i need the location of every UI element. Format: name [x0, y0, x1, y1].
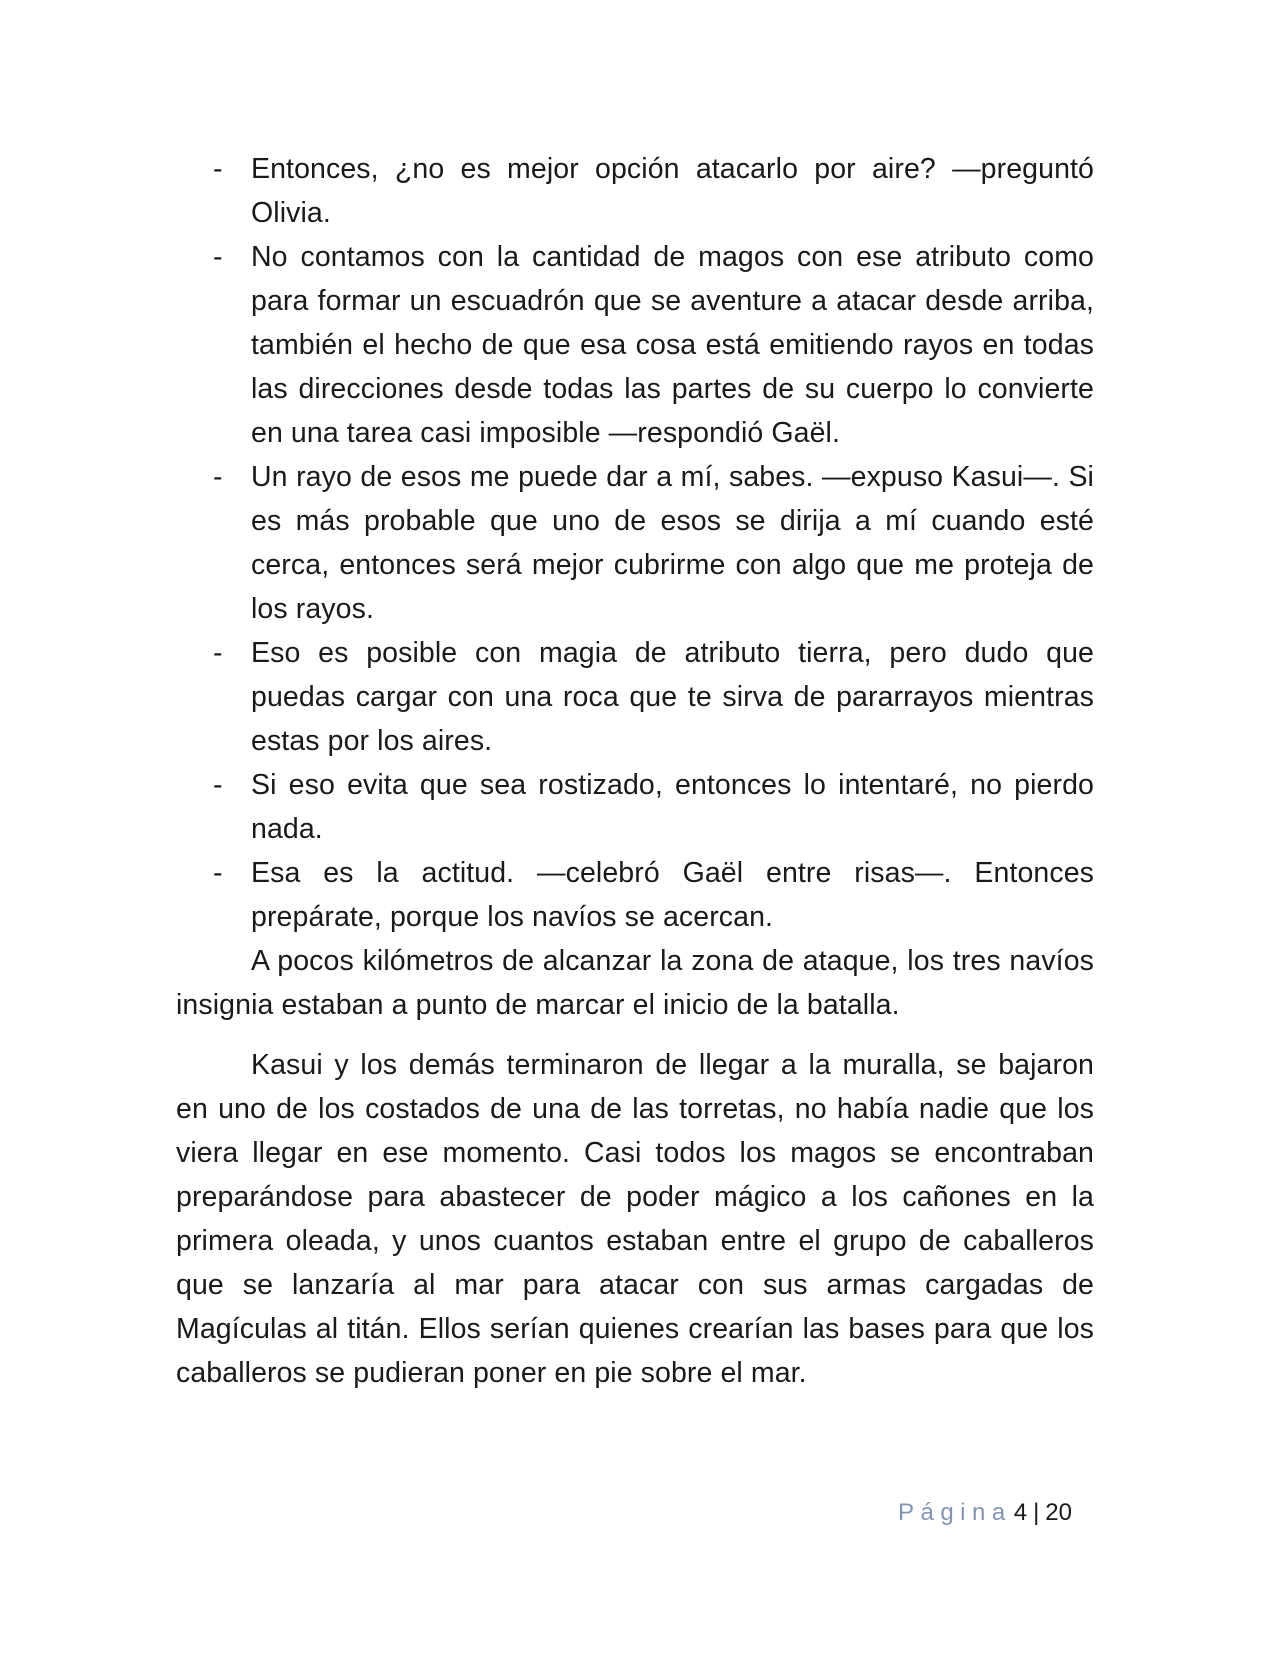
page-total: 20 — [1045, 1499, 1072, 1526]
dialogue-line — [176, 851, 1094, 939]
dialogue-text: Si eso evita que sea rostizado, entonces lo intentaré, no pierdo nada. — [251, 769, 1094, 845]
page-footer — [0, 1497, 1072, 1529]
dialogue-text: Entonces, ¿no es mejor opción atacarlo por aire? —preguntó Olivia. — [251, 153, 1094, 229]
dialogue-dash: - — [213, 857, 223, 889]
dialogue-text: No contamos con la cantidad de magos con ese atributo como para formar un escuadrón que se aventure a atacar desde arriba, también el hecho de que esa cosa está emitiendo rayos en todas las direcciones desde todas las partes de su cuerpo lo convierte en una tarea casi imposible —respondió Gaël. — [251, 241, 1094, 449]
dialogue-text: Un rayo de esos me puede dar a mí, sabes. —expuso Kasui—. Si es más probable que uno de esos se dirija a mí cuando esté cerca, entonces será mejor cubrirme con algo que me proteja de los rayos. — [251, 461, 1094, 625]
dialogue-line — [176, 455, 1094, 631]
dialogue-text: Eso es posible con magia de atributo tierra, pero dudo que puedas cargar con una roca que te sirva de pararrayos mientras estas por los aires. — [251, 637, 1094, 757]
dialogue-text: Esa es la actitud. —celebró Gaël entre risas—. Entonces prepárate, porque los navíos se acercan. — [251, 857, 1094, 933]
page-separator: | — [1033, 1499, 1040, 1526]
dialogue-dash: - — [213, 241, 223, 273]
narrative-paragraph: A pocos kilómetros de alcanzar la zona de ataque, los tres navíos insignia estaban a punto de marcar el inicio de la batalla. — [176, 945, 1094, 1021]
dialogue-dash: - — [213, 769, 223, 801]
dialogue-line — [176, 763, 1094, 851]
dialogue-line — [176, 147, 1094, 235]
page-body — [176, 147, 1094, 1395]
page-number: 4 — [1013, 1499, 1028, 1526]
dialogue-dash: - — [213, 637, 223, 669]
narrative-paragraph: Kasui y los demás terminaron de llegar a la muralla, se bajaron en uno de los costados de una de las torretas, no había nadie que los viera llegar en ese momento. Casi todos los magos se encontraban preparándose para abastecer de poder mágico a los cañones en la primera oleada, y unos cuantos estaban entre el grupo de caballeros que se lanzaría al mar para atacar con sus armas cargadas de Magículas al titán. Ellos serían quienes crearían las bases para que los caballeros se pudieran poner en pie sobre el mar. — [176, 1049, 1094, 1389]
dialogue-line — [176, 631, 1094, 763]
dialogue-dash: - — [213, 153, 223, 185]
dialogue-line — [176, 235, 1094, 455]
dialogue-dash: - — [213, 461, 223, 493]
page-label: Página — [897, 1499, 1012, 1526]
